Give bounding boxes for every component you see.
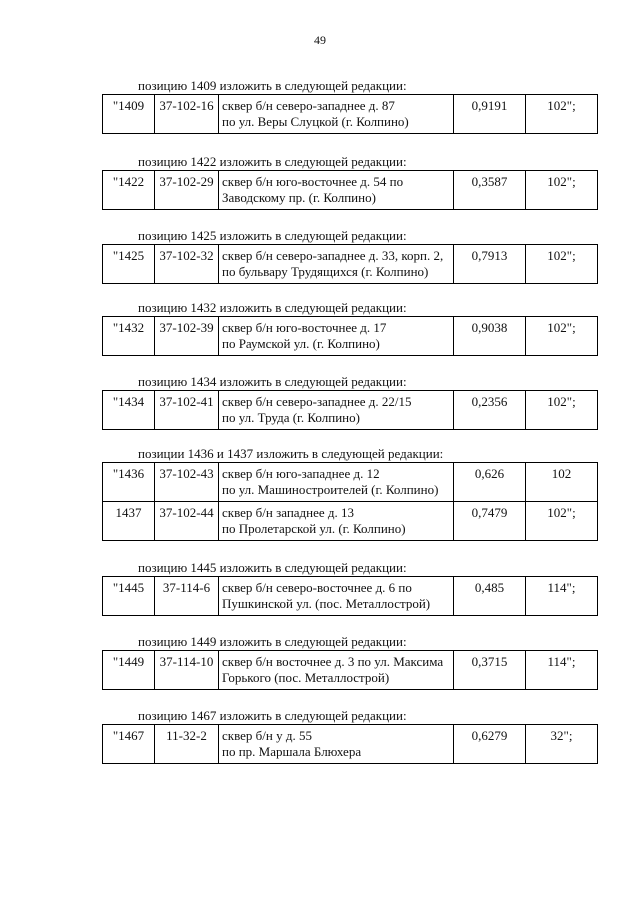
record-table bbox=[102, 316, 598, 356]
position-number-cell: "1432 bbox=[103, 317, 155, 356]
section-heading: позицию 1467 изложить в следующей редакции: bbox=[138, 708, 407, 723]
section-heading: позицию 1434 изложить в следующей редакции: bbox=[138, 374, 407, 389]
description-cell bbox=[219, 463, 454, 502]
position-number-cell: "1467 bbox=[103, 725, 155, 764]
object-code-cell: 37-102-16 bbox=[155, 95, 219, 134]
record-table bbox=[102, 724, 598, 764]
area-cell: 0,2356 bbox=[454, 391, 526, 430]
record-table bbox=[102, 390, 598, 430]
record-table bbox=[102, 576, 598, 616]
object-code-cell: 37-102-39 bbox=[155, 317, 219, 356]
position-number-cell: 1437 bbox=[103, 502, 155, 541]
category-cell: 102 bbox=[526, 463, 598, 502]
object-code-cell: 37-102-41 bbox=[155, 391, 219, 430]
description-cell bbox=[219, 577, 454, 616]
area-cell: 0,9038 bbox=[454, 317, 526, 356]
section-heading: позицию 1449 изложить в следующей редакции: bbox=[138, 634, 407, 649]
description-cell bbox=[219, 95, 454, 134]
area-cell: 0,3715 bbox=[454, 651, 526, 690]
description-cell bbox=[219, 317, 454, 356]
record-table bbox=[102, 462, 598, 541]
description-line-2: Заводскому пр. (г. Колпино) bbox=[222, 190, 376, 205]
object-code-cell: 37-114-6 bbox=[155, 577, 219, 616]
table-row bbox=[103, 577, 598, 616]
description-line-2: по Раумской ул. (г. Колпино) bbox=[222, 336, 380, 351]
area-cell: 0,3587 bbox=[454, 171, 526, 210]
category-cell: 102"; bbox=[526, 317, 598, 356]
description-line-2: по пр. Маршала Блюхера bbox=[222, 744, 362, 759]
description-line-1: сквер б/н северо-западнее д. 87 bbox=[222, 98, 395, 113]
area-cell: 0,6279 bbox=[454, 725, 526, 764]
description-line-1: сквер б/н юго-восточнее д. 54 по bbox=[222, 174, 404, 189]
description-line-1: сквер б/н у д. 55 bbox=[222, 728, 312, 743]
description-line-1: сквер б/н восточнее д. 3 по ул. Максима bbox=[222, 654, 444, 669]
description-line-1: сквер б/н северо-восточнее д. 6 по bbox=[222, 580, 412, 595]
object-code-cell: 37-102-43 bbox=[155, 463, 219, 502]
description-line-2: Горького (пос. Металлострой) bbox=[222, 670, 390, 685]
position-number-cell: "1434 bbox=[103, 391, 155, 430]
position-number-cell: "1449 bbox=[103, 651, 155, 690]
section-heading: позицию 1422 изложить в следующей редакции: bbox=[138, 154, 407, 169]
description-line-2: по ул. Веры Слуцкой (г. Колпино) bbox=[222, 114, 409, 129]
table-row bbox=[103, 171, 598, 210]
table-row bbox=[103, 95, 598, 134]
object-code-cell: 37-102-32 bbox=[155, 245, 219, 284]
category-cell: 32"; bbox=[526, 725, 598, 764]
object-code-cell: 37-114-10 bbox=[155, 651, 219, 690]
area-cell: 0,7479 bbox=[454, 502, 526, 541]
description-cell bbox=[219, 725, 454, 764]
position-number-cell: "1436 bbox=[103, 463, 155, 502]
section-heading: позицию 1445 изложить в следующей редакции: bbox=[138, 560, 407, 575]
table-row bbox=[103, 245, 598, 284]
section-heading: позиции 1436 и 1437 изложить в следующей редакции: bbox=[138, 446, 444, 461]
description-line-1: сквер б/н северо-западнее д. 33, корп. 2, bbox=[222, 248, 444, 263]
category-cell: 102"; bbox=[526, 95, 598, 134]
object-code-cell: 37-102-44 bbox=[155, 502, 219, 541]
description-line-1: сквер б/н западнее д. 13 bbox=[222, 505, 355, 520]
description-cell bbox=[219, 502, 454, 541]
object-code-cell: 11-32-2 bbox=[155, 725, 219, 764]
position-number-cell: "1445 bbox=[103, 577, 155, 616]
category-cell: 102"; bbox=[526, 245, 598, 284]
record-table bbox=[102, 244, 598, 284]
category-cell: 102"; bbox=[526, 171, 598, 210]
area-cell: 0,7913 bbox=[454, 245, 526, 284]
description-line-2: по ул. Труда (г. Колпино) bbox=[222, 410, 360, 425]
table-row bbox=[103, 391, 598, 430]
category-cell: 114"; bbox=[526, 651, 598, 690]
position-number-cell: "1425 bbox=[103, 245, 155, 284]
table-row bbox=[103, 651, 598, 690]
table-row bbox=[103, 725, 598, 764]
section-heading: позицию 1432 изложить в следующей редакции: bbox=[138, 300, 407, 315]
section-heading: позицию 1425 изложить в следующей редакции: bbox=[138, 228, 407, 243]
record-table bbox=[102, 650, 598, 690]
description-line-1: сквер б/н северо-западнее д. 22/15 bbox=[222, 394, 412, 409]
description-line-1: сквер б/н юго-западнее д. 12 bbox=[222, 466, 380, 481]
description-line-2: по бульвару Трудящихся (г. Колпино) bbox=[222, 264, 429, 279]
section-heading: позицию 1409 изложить в следующей редакции: bbox=[138, 78, 407, 93]
area-cell: 0,9191 bbox=[454, 95, 526, 134]
description-cell bbox=[219, 651, 454, 690]
area-cell: 0,485 bbox=[454, 577, 526, 616]
table-row bbox=[103, 317, 598, 356]
description-cell bbox=[219, 171, 454, 210]
table-row bbox=[103, 463, 598, 502]
position-number-cell: "1422 bbox=[103, 171, 155, 210]
object-code-cell: 37-102-29 bbox=[155, 171, 219, 210]
record-table bbox=[102, 94, 598, 134]
description-line-2: Пушкинской ул. (пос. Металлострой) bbox=[222, 596, 431, 611]
description-line-2: по ул. Машиностроителей (г. Колпино) bbox=[222, 482, 439, 497]
category-cell: 102"; bbox=[526, 502, 598, 541]
description-line-2: по Пролетарской ул. (г. Колпино) bbox=[222, 521, 406, 536]
category-cell: 102"; bbox=[526, 391, 598, 430]
description-line-1: сквер б/н юго-восточнее д. 17 bbox=[222, 320, 387, 335]
category-cell: 114"; bbox=[526, 577, 598, 616]
record-table bbox=[102, 170, 598, 210]
area-cell: 0,626 bbox=[454, 463, 526, 502]
description-cell bbox=[219, 391, 454, 430]
page-number: 49 bbox=[314, 33, 326, 47]
description-cell bbox=[219, 245, 454, 284]
position-number-cell: "1409 bbox=[103, 95, 155, 134]
table-row bbox=[103, 502, 598, 541]
